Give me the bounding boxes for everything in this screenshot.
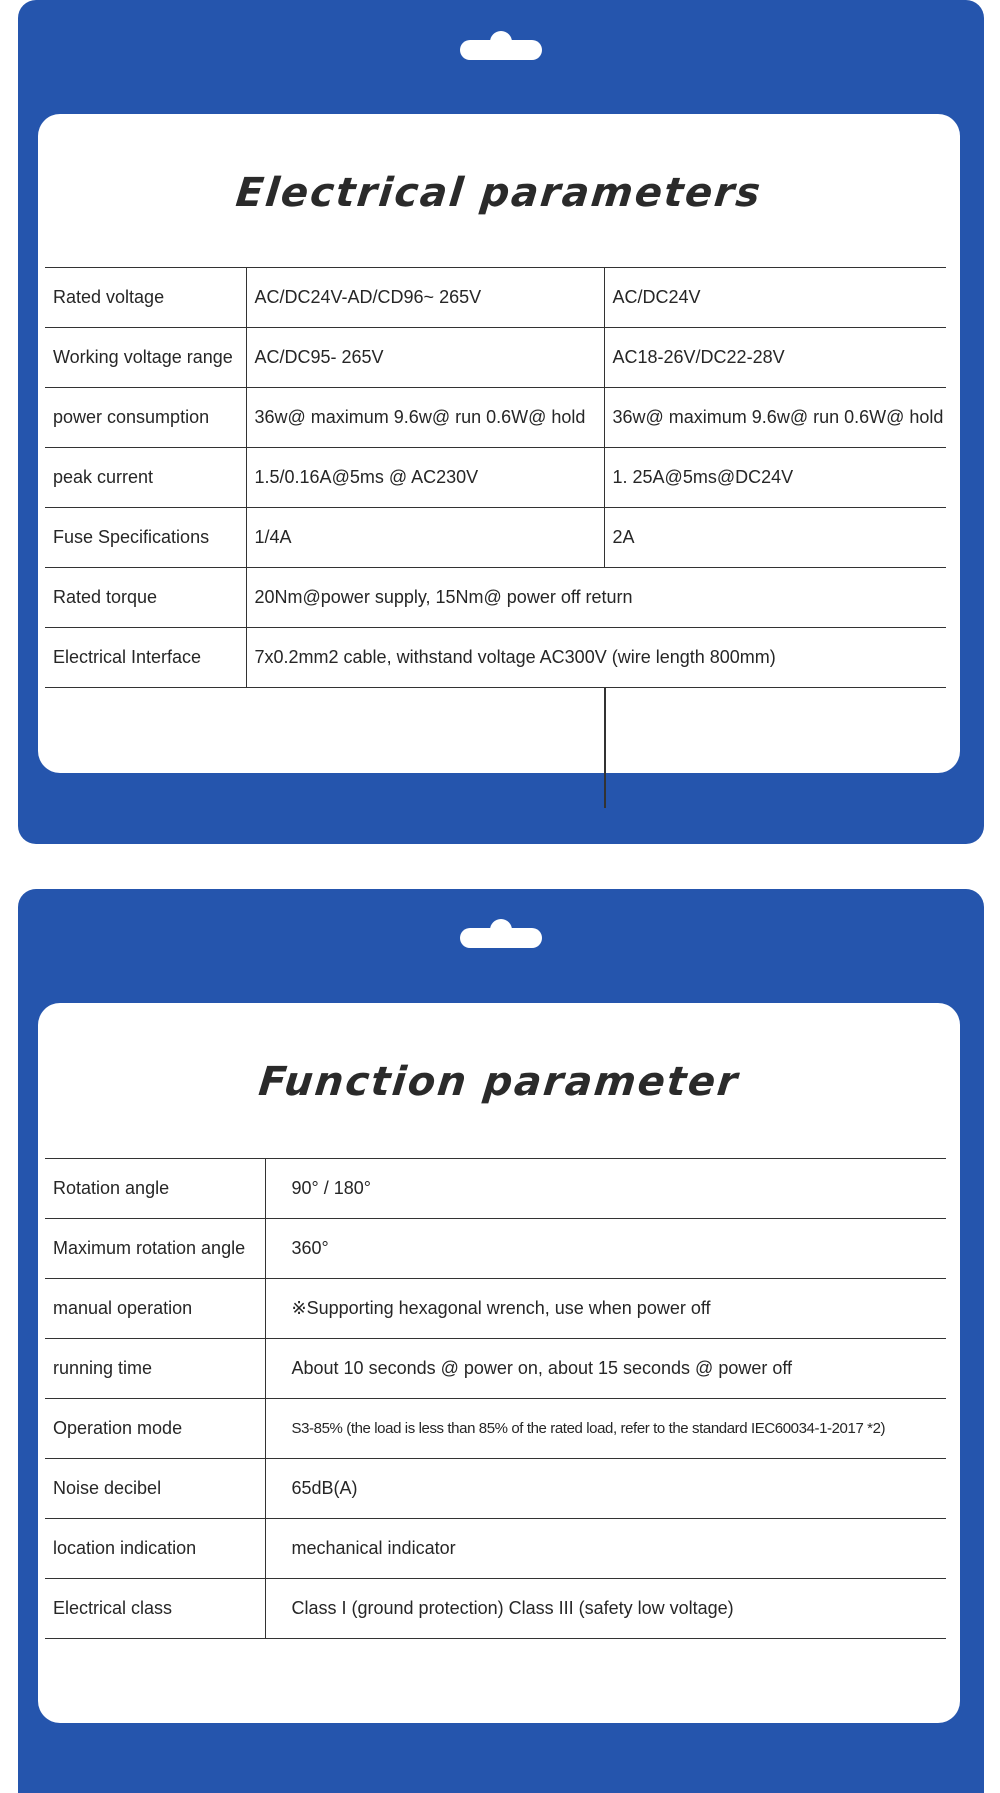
row-label: Fuse Specifications	[45, 508, 246, 568]
row-value: 65dB(A)	[265, 1459, 946, 1519]
row-label: manual operation	[45, 1279, 265, 1339]
row-value-spanning: 20Nm@power supply, 15Nm@ power off return	[246, 568, 946, 628]
row-value: ※Supporting hexagonal wrench, use when power off	[265, 1279, 946, 1339]
table-row	[45, 1579, 946, 1639]
row-label: location indication	[45, 1519, 265, 1579]
row-label: peak current	[45, 448, 246, 508]
table-row	[45, 1279, 946, 1339]
table-row	[45, 1459, 946, 1519]
row-value-ac-dc-24v: 1. 25A@5ms@DC24V	[604, 448, 946, 508]
row-value-ac-dc-24v: AC/DC24V	[604, 268, 946, 328]
function-parameter-panel	[18, 889, 984, 1793]
table-row	[45, 328, 946, 388]
row-label: Rotation angle	[45, 1159, 265, 1219]
function-parameter-table	[45, 1158, 946, 1639]
row-label: Maximum rotation angle	[45, 1219, 265, 1279]
row-label: Electrical class	[45, 1579, 265, 1639]
table-row	[45, 388, 946, 448]
table-row	[45, 1339, 946, 1399]
table-row	[45, 1519, 946, 1579]
function-parameter-title: Function parameter	[256, 1059, 742, 1105]
row-value-ac-dc-24v: AC18-26V/DC22-28V	[604, 328, 946, 388]
row-value: 90° / 180°	[265, 1159, 946, 1219]
electrical-parameters-table	[45, 267, 946, 688]
hang-tab-icon	[460, 40, 542, 60]
row-value-ac-dc-24v: 36w@ maximum 9.6w@ run 0.6W@ hold	[604, 388, 946, 448]
row-value-ac-dc-high: 1/4A	[246, 508, 604, 568]
row-value-ac-dc-high: 1.5/0.16A@5ms @ AC230V	[246, 448, 604, 508]
function-parameter-card	[38, 1003, 960, 1723]
table-row	[45, 268, 946, 328]
row-value: mechanical indicator	[265, 1519, 946, 1579]
table-row	[45, 1399, 946, 1459]
electrical-parameters-panel	[18, 0, 984, 844]
row-label: Operation mode	[45, 1399, 265, 1459]
row-label: Rated torque	[45, 568, 246, 628]
row-label: Noise decibel	[45, 1459, 265, 1519]
row-label: power consumption	[45, 388, 246, 448]
row-value: About 10 seconds @ power on, about 15 seconds @ power off	[265, 1339, 946, 1399]
column-divider	[604, 688, 606, 808]
row-value-ac-dc-24v: 2A	[604, 508, 946, 568]
row-value-ac-dc-high: AC/DC24V-AD/CD96~ 265V	[246, 268, 604, 328]
row-value-spanning: 7x0.2mm2 cable, withstand voltage AC300V (wire length 800mm)	[246, 628, 946, 688]
table-row	[45, 448, 946, 508]
row-value: 360°	[265, 1219, 946, 1279]
row-value: S3-85% (the load is less than 85% of the rated load, refer to the standard IEC60034-1-2017 *2)	[265, 1399, 946, 1459]
electrical-parameters-card	[38, 114, 960, 773]
row-value-ac-dc-high: AC/DC95- 265V	[246, 328, 604, 388]
table-row	[45, 1159, 946, 1219]
row-value-ac-dc-high: 36w@ maximum 9.6w@ run 0.6W@ hold	[246, 388, 604, 448]
row-label: running time	[45, 1339, 265, 1399]
row-label: Working voltage range	[45, 328, 246, 388]
row-value: Class I (ground protection) Class III (safety low voltage)	[265, 1579, 946, 1639]
row-label: Electrical Interface	[45, 628, 246, 688]
electrical-parameters-title: Electrical parameters	[233, 170, 765, 216]
table-row	[45, 628, 946, 688]
table-row	[45, 508, 946, 568]
table-row	[45, 1219, 946, 1279]
hang-tab-icon	[460, 928, 542, 948]
row-label: Rated voltage	[45, 268, 246, 328]
table-row	[45, 568, 946, 628]
